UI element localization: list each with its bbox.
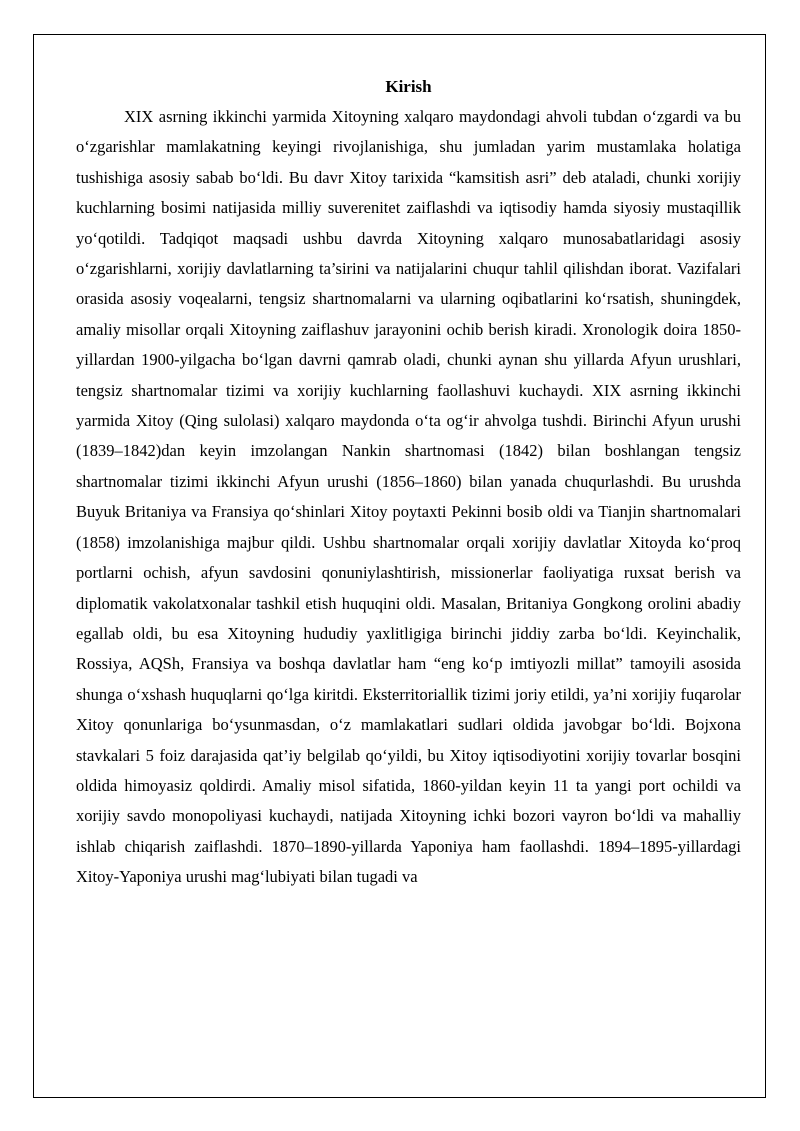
body-paragraph: XIX asrning ikkinchi yarmida Xitoyning xalqaro maydondagi ahvoli tubdan o‘zgardi va bu o‘zgarishlar mamlakatning keyingi rivojlanishiga, shu jumladan yarim mustamlaka holatiga tushishiga asosiy sabab bo‘ldi. Bu davr Xitoy tarixida “kamsitish asri” deb ataladi, chunki xorijiy kuchlarning bosimi natijasida milliy suverenitet zaiflashdi va iqtisodiy hamda siyosiy mustaqillik yo‘qotildi. Tadqiqot maqsadi ushbu davrda Xitoyning xalqaro munosabatlaridagi asosiy o‘zgarishlarni, xorijiy davlatlarning ta’sirini va natijalarini chuqur tahlil qilishdan iborat. Vazifalari orasida asosiy voqealarni, tengsiz shartnomalarni va ularning oqibatlarini ko‘rsatish, shuningdek, amaliy misollar orqali Xitoyning zaiflashuv jarayonini ochib berish kiradi. Xronologik doira 1850-yillardan 1900-yilgacha bo‘lgan davrni qamrab oladi, chunki aynan shu yillarda Afyun urushlari, tengsiz shartnomalar tizimi va xorijiy kuchlarning faollashuvi kuchaydi. XIX asrning ikkinchi yarmida Xitoy (Qing sulolasi) xalqaro maydonda o‘ta og‘ir ahvolga tushdi. Birinchi Afyun urushi (1839–1842)dan keyin imzolangan Nankin shartnomasi (1842) bilan boshlangan tengsiz shartnomalar tizimi ikkinchi Afyun urushi (1856–1860) bilan yanada chuqurlashdi. Bu urushda Buyuk Britaniya va Fransiya qo‘shinlari Xitoy poytaxti Pekinni bosib oldi va Tianjin shartnomalari (1858) imzolanishiga majbur qildi. Ushbu shartnomalar orqali xorijiy davlatlar Xitoyda ko‘proq portlarni ochish, afyun savdosini qonuniylashtirish, missionerlar faoliyatiga ruxsat berish va diplomatik vakolatxonalar tashkil etish huquqini oldi. Masalan, Britaniya Gongkong orolini abadiy egallab oldi, bu esa Xitoyning hududiy yaxlitligiga birinchi jiddiy zarba bo‘ldi. Keyinchalik, Rossiya, AQSh, Fransiya va boshqa davlatlar ham “eng ko‘p imtiyozli millat” tamoyili asosida shunga o‘xshash huquqlarni qo‘lga kiritdi. Eksterritoriallik tizimi joriy etildi, ya’ni xorijiy fuqarolar Xitoy qonunlariga bo‘ysunmasdan, o‘z mamlakatlari sudlari oldida javobgar bo‘ldi. Bojxona stavkalari 5 foiz darajasida qat’iy belgilab qo‘yildi, bu Xitoy iqtisodiyotini xorijiy tovarlar bosqini oldida himoyasiz qoldirdi. Amaliy misol sifatida, 1860-yildan keyin 11 ta yangi port ochildi va xorijiy savdo monopoliyasi kuchaydi, natijada Xitoyning ichki bozori vayron bo‘ldi va mahalliy ishlab chiqarish zaiflashdi. 1870–1890-yillarda Yaponiya ham faollashdi. 1894–1895-yillardagi Xitoy-Yaponiya urushi mag‘lubiyati bilan tugadi va bbox=[76, 107, 741, 887]
page-content bbox=[76, 72, 741, 893]
page-title: Kirish bbox=[385, 77, 432, 96]
